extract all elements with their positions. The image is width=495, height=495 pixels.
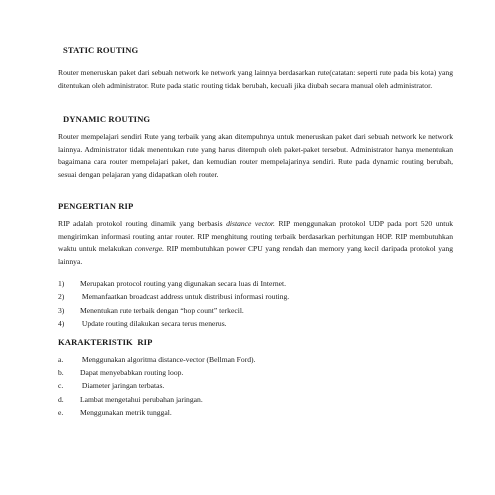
list-item-text: Menentukan rute terbaik dengan “hop count” terkecil. xyxy=(80,305,244,315)
list-marker: d. xyxy=(58,394,64,404)
static-routing-paragraph: Router meneruskan paket dari sebuah network ke network yang lainnya berdasarkan rute(catatan: seperti rute pada bis kota) yang ditentukan oleh administrator. Rute pada static routing tidak berubah, kecuali jika diubah secara manual oleh administrator. xyxy=(58,68,453,90)
rip-feature-list xyxy=(58,278,453,331)
list-marker: e. xyxy=(58,407,64,417)
list-marker: 1) xyxy=(58,279,65,288)
list-item-text: Merupakan protocol routing yang digunakan secara luas di Internet. xyxy=(80,279,287,288)
list-item xyxy=(58,394,453,407)
list-item-text: Dapat menyebabkan routing loop. xyxy=(80,368,184,378)
list-item-text: Memanfaatkan broadcast address untuk distribusi informasi routing. xyxy=(80,292,290,302)
list-marker: 4) xyxy=(58,319,65,329)
list-item xyxy=(58,318,453,331)
list-item-text: Diameter jaringan terbatas. xyxy=(80,381,165,391)
static-routing-heading: STATIC ROUTING xyxy=(63,45,139,55)
list-item xyxy=(58,305,453,318)
list-item xyxy=(58,354,453,367)
list-item xyxy=(58,278,453,291)
pengertian-rip-paragraph xyxy=(58,218,453,268)
list-item-text: Menggunakan algoritma distance-vector (Bellman Ford). xyxy=(80,355,256,364)
dynamic-routing-heading: DYNAMIC ROUTING xyxy=(63,114,151,124)
list-item xyxy=(58,380,453,393)
list-item-text: Update routing dilakukan secara terus menerus. xyxy=(80,319,227,329)
list-item xyxy=(58,291,453,304)
list-marker: a. xyxy=(58,355,64,364)
rip-text-1: RIP adalah protokol routing dinamik yang berbasis xyxy=(58,219,227,228)
rip-text-distance-vector: distance vector. xyxy=(226,219,275,228)
list-marker: 3) xyxy=(58,305,65,315)
karakteristik-rip-heading: KARAKTERISTIK RIP xyxy=(58,337,153,347)
rip-text-converge: converge. xyxy=(134,244,165,254)
list-item xyxy=(58,367,453,380)
list-item-text: Lambat mengetahui perubahan jaringan. xyxy=(80,394,203,404)
rip-text-2: RIP menggunakan protokol UDP pada port 520 untuk mengirimkan informasi routing antar router. RIP menghitung routing terbaik berdasarkan perhitungan HOP. RIP membutuhkan waktu untuk melakukan xyxy=(58,219,454,254)
list-marker: c. xyxy=(58,381,64,391)
list-item xyxy=(58,407,453,420)
list-marker: 2) xyxy=(58,292,65,302)
list-item-text: Menggunakan metrik tunggal. xyxy=(80,407,172,417)
karakteristik-list xyxy=(58,354,453,419)
rip-text-3: RIP membutuhkan power CPU yang rendah dan memory yang kecil daripada protokol yang lainnya. xyxy=(58,244,453,266)
pengertian-rip-heading: PENGERTIAN RIP xyxy=(58,201,134,211)
list-marker: b. xyxy=(58,368,64,378)
dynamic-routing-paragraph: Router mempelajari sendiri Rute yang terbaik yang akan ditempuhnya untuk meneruskan paket dari sebuah network ke network lainnya. Administrator tidak menentukan rute yang harus ditempuh oleh paket-paket tersebut. Administrator hanya menentukan bagaimana cara router mempelajari paket, dan kemudian router mempelajarinya sendiri. Rute pada dynamic routing berubah, sesuai dengan pelajaran yang didapatkan oleh router. xyxy=(58,132,453,179)
